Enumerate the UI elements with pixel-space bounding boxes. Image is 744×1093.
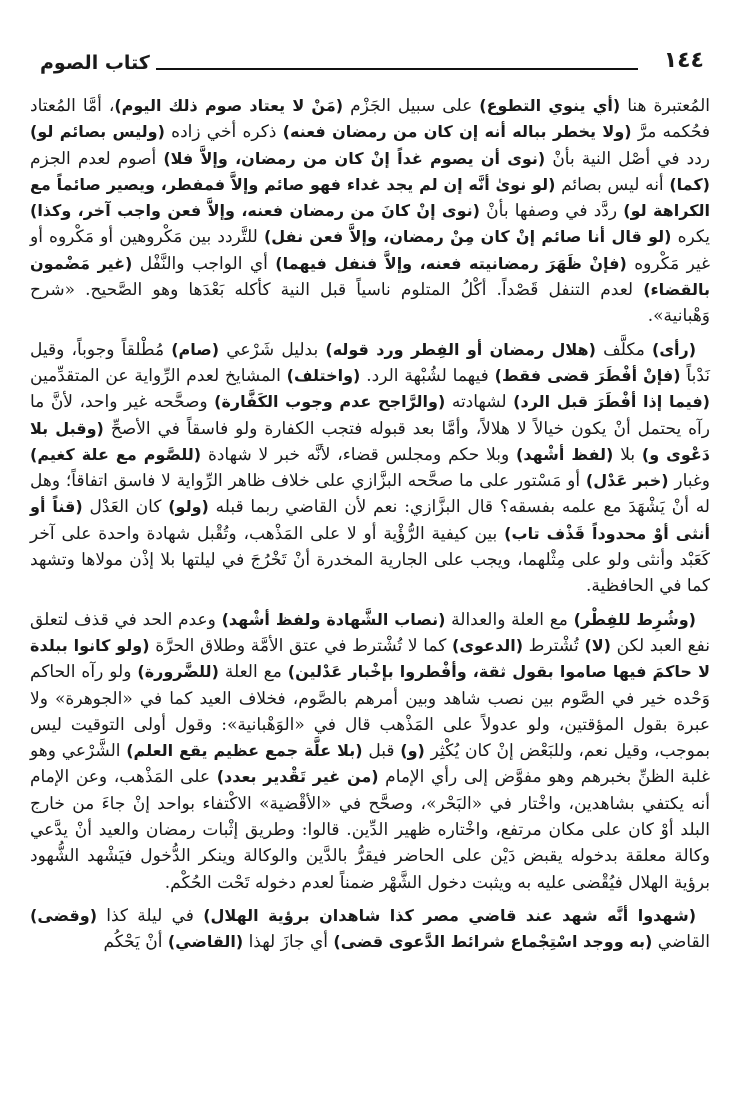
sharh-text: لعدم التنفل قَصْداً. أكْلُ المتلوم ناسياً قبل النية كأكله بَعْدَها وهو الصَّحيح. «شرح وَهْبانية».	[30, 280, 710, 327]
sharh-text: ردد في أصْل النية بأنْ	[545, 148, 710, 169]
paragraph	[30, 93, 710, 330]
paragraph	[30, 607, 710, 896]
sharh-text: لشهادته	[445, 392, 514, 413]
matn-text: (لفظ أشْهد)	[516, 444, 614, 464]
matn-text: (قناً أو أنثى أوْ محدوداً قَذْف تاب)	[30, 497, 711, 543]
sharh-text: بلا	[613, 444, 642, 465]
sharh-text: قبل	[362, 741, 401, 762]
matn-text: (فيما إذا أفْطَرَ قبل الرد)	[513, 392, 710, 412]
matn-text: (والرَّاجح عدم وجوب الكَفَّارة)	[214, 392, 446, 412]
sharh-text: مع العلة والعدالة	[445, 609, 574, 630]
matn-text: (فإنْ ظَهَرَ رمضانيته فعنه، وإلاَّ فنفل فيهما)	[275, 253, 627, 273]
paragraph	[30, 903, 710, 956]
matn-text: (وقضى)	[30, 905, 97, 925]
matn-text: (ولا يخطر بباله أنه إن كان من رمضان فعنه)	[282, 122, 632, 142]
header-rule	[156, 68, 638, 70]
matn-text: (الدعوى)	[452, 635, 523, 655]
sharh-text: كان العَدْل	[82, 497, 169, 518]
sharh-text: أنْ يَحْكُم	[103, 932, 168, 953]
sharh-text: الشَّرْعي وهو غلبة الظنِّ بخبرهم وهو مفوَّض إلى رأي الإمام	[30, 741, 710, 788]
sharh-text: للتَّردد بين مَكْروهين أو مَكْروه أو غير مَكْروه	[30, 227, 710, 274]
matn-text: (نوى إنْ كانَ من رمضان فعنه، وإلاَّ فعن واجب آخر، وكذا)	[30, 201, 480, 221]
sharh-text: وغبار	[668, 471, 710, 492]
sharh-text: القاضي	[652, 932, 710, 953]
matn-text: (لا)	[584, 635, 611, 655]
paragraph	[30, 337, 710, 600]
matn-text: (فإنْ أفْطَرَ قضى فقط)	[494, 365, 681, 385]
matn-text: (وقبل بلا دَعْوى و)	[30, 418, 711, 464]
matn-text: (نوى أن يصوم غداً إنْ كان من رمضان، وإلاَّ فلا)	[163, 148, 546, 168]
matn-text: (وشُرِط للفِطْر)	[573, 609, 696, 629]
matn-text: (بلا علَّة جمع عظيم يقع العلم)	[126, 741, 363, 761]
sharh-text: ذكره أخي زاده	[164, 122, 283, 143]
matn-text: (و)	[400, 741, 425, 761]
sharh-text: ردَّد في وصفها بأنْ	[479, 201, 624, 222]
body-text	[30, 93, 710, 963]
sharh-text: المشايخ لعدم الرِّواية عن المتقدِّمين	[30, 365, 287, 386]
matn-text: (مَنْ لا يعتاد صوم ذلك اليوم)	[114, 96, 344, 115]
sharh-text: في ليلة كذا	[97, 905, 204, 926]
matn-text: (كما)	[669, 174, 710, 194]
sharh-text: وعدم الحد في قذف لتعلق نفع العبد لكن	[30, 609, 711, 656]
matn-text: (به ووجد اسْتِجْماع شرائط الدَّعوى قضى)	[333, 932, 653, 952]
sharh-text: أصوم لعدم الجزم	[30, 148, 164, 169]
page-header	[36, 44, 708, 84]
matn-text: (للصَّوم مع علة كغيم)	[30, 444, 202, 464]
sharh-text: ، أمَّا المُعتاد فحُكمه مرَّ	[30, 96, 710, 143]
sharh-text: على المَذْهب، وعن الإمام أنه يكتفي بشاهدين، واخْتار في «البَحْر»، وصحَّح في «الأقْضية» الاكْتفاء بواحد إنْ جاءَ من خارج البلد أوْ كان على مكان مرتفع، واخْتاره ظهير الدِّين. قالوا: وطريق إثْبات رمضان والعيد أنْ يدَّعي وكالة معلقة بدخوله يقبض دَيْن على الحاضر فيقرُّ بالدَّين والوكالة وينكر الدُّخول فيَشْهد الشُّهود برؤية الهلال فيُقْضى عليه به ويثبت دخول الشَّهْر ضمناً لعدم دخوله تَحْت الحُكْم.	[30, 767, 710, 893]
matn-text: (غير مَضْمون بالقضاء)	[30, 253, 710, 300]
matn-text: (رأى)	[652, 339, 697, 359]
sharh-text: مع العلة	[218, 662, 288, 683]
matn-text: (خبر عَدْل)	[585, 471, 669, 491]
matn-text: (وليس بصائم لو)	[30, 122, 165, 142]
matn-text: (من غير تَقْدير بعدد)	[216, 767, 379, 787]
sharh-text: المُعتبرة هنا	[620, 96, 711, 116]
book-title: كتاب الصوم	[40, 52, 150, 74]
matn-text: (صام)	[171, 339, 220, 359]
sharh-text: بين كيفية الرُّؤْية أو لا على المَذْهب، وتُقْبل شهادة واحدة على آخر كَعَبْد وأنثى ولو على مِثْلهما، ويجب على الجارية المخدرة أنْ تَخْرُجَ في ليلتها بلا إذْن مولاها وتشهد كما في الحافظية.	[30, 523, 710, 597]
sharh-text: أي جازَ لهذا	[243, 932, 334, 953]
sharh-text: مُطْلقاً وجوباً، وقيل نَدْباً	[30, 339, 710, 386]
page-number: ١٤٤	[663, 48, 704, 73]
sharh-text: وبلا حكم ومجلس قضاء، لأنَّه خبر لا شهادة	[201, 444, 517, 465]
sharh-text: فيهما لشُبْهة الرد.	[360, 365, 495, 386]
matn-text: (أي ينوي التطوع)	[479, 96, 621, 115]
sharh-text: ولو رآه الحاكم وَحْده خير في الصَّوم بين نصب شاهد وبين أمرهم بالصَّوم، فخلاف العيد كما في «الجوهرة» ولا عبرة بقول المؤقتين، ولو عدولاً على المَذْهب قال في «الوَهْبانية»: وقول أولى التوقيت ليس بموجب، وقيل نعم، وللبَعْض إنْ كان يُكْثِر	[30, 662, 710, 762]
sharh-text: مكلَّف	[595, 339, 653, 360]
sharh-text: أي الواجب والنَّفْل	[132, 253, 276, 274]
matn-text: (ولو كانوا ببلدة لا حاكمَ فيها صاموا بقول ثقة، وأفْطروا بإخْبار عَدْلين)	[30, 635, 711, 682]
matn-text: (لو قال أنا صائم إنْ كان مِنْ رمضان، وإلاَّ فعن نفل)	[263, 227, 672, 247]
matn-text: (شهدوا أنَّه شهد عند قاضي مصر كذا شاهدان برؤية الهلال)	[203, 905, 697, 925]
sharh-text: أنه ليس بصائم	[555, 174, 670, 195]
matn-text: (القاضي)	[167, 932, 244, 952]
sharh-text: وصحَّحه غير واحد، لأنَّ ما رآه يحتمل أنْ يكون خيالاً لا هلالاً، وأمَّا بعد قبوله فتجب الكفارة ولو فاسقاً في الأصحِّ	[30, 392, 710, 439]
matn-text: (للضَّرورة)	[137, 662, 219, 682]
sharh-text: على سبيل الجَزْم	[343, 96, 480, 116]
matn-text: (واختلف)	[286, 365, 361, 385]
sharh-text: كما لا تُشْترط في عتق الأمَّة وطلاق الحرَّة	[149, 635, 453, 656]
sharh-text: يكره	[671, 227, 710, 248]
matn-text: (هلال رمضان أو الفِطر ورد قوله)	[325, 339, 596, 359]
sharh-text: أو مَسْتور على ما صحَّحه البزَّازي على خلاف ظاهر الرِّواية لا فاسق اتفاقاً؛ وهل له أنْ يَشْهَدَ مع علمه بفسقه؟ قال البزَّازي: نعم لأن القاضي ربما قبله	[30, 471, 710, 518]
sharh-text: بدليل شَرْعي	[219, 339, 326, 360]
matn-text: (ولو)	[168, 497, 209, 517]
sharh-text: تُشْترط	[523, 635, 585, 656]
matn-text: (نصاب الشَّهادة ولفظ أشْهد)	[221, 609, 446, 629]
matn-text: (لو نوىٰ أنَّه إن لم يجد غداء فهو صائم وإلاَّ فمفطر، ويصير صائماً مع الكراهة لو)	[30, 174, 711, 221]
